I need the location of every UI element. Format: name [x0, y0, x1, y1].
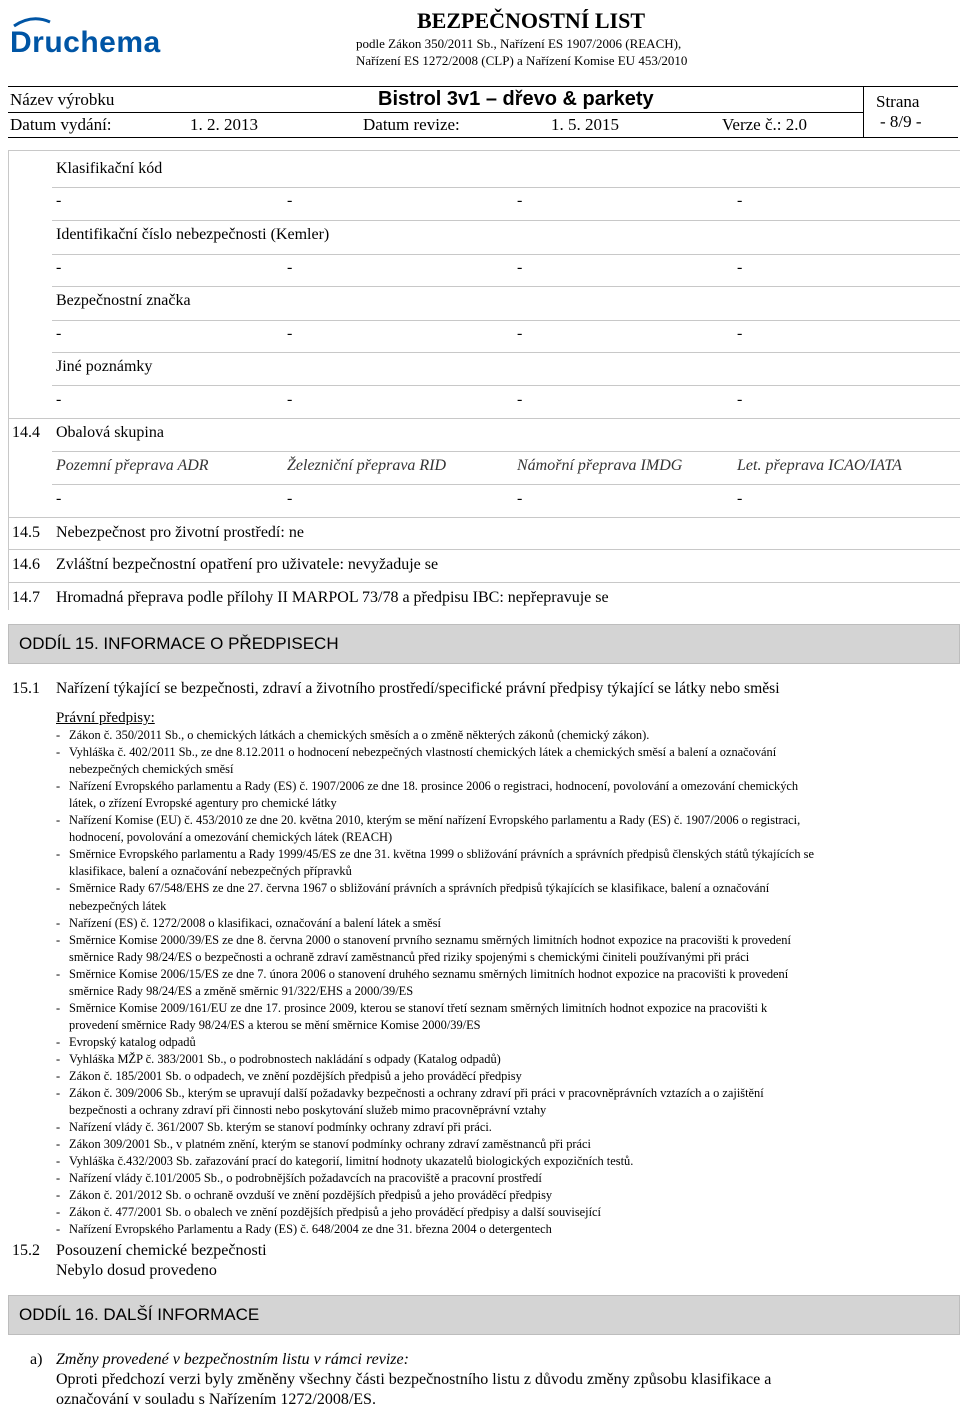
section-14-7-title: Hromadná přeprava podle přílohy II MARPOL 73/78 a předpisu IBC: — [56, 589, 504, 606]
revision-date-label: Datum revize: — [363, 115, 460, 134]
classification-code-label: Klasifikační kód — [56, 160, 163, 177]
list-item: Nařízení vlády č. 361/2007 Sb. kterým se stanoví podmínky ochrany zdraví při práci. — [69, 1120, 492, 1135]
dash: - — [737, 259, 743, 276]
list-item: Nařízení vlády č.101/2005 Sb., o podrobnějších požadavcích na pracoviště a pracovní prostředí — [69, 1171, 542, 1186]
section-14-5-title: Nebezpečnost pro životní prostředí: — [56, 524, 285, 541]
dash: - — [287, 192, 293, 209]
list-item: Směrnice Komise 2009/161/EU ze dne 17. prosince 2009, kterou se stanoví třetí seznam směrných limitních hodnot expozice na pracovišti k — [69, 1000, 768, 1015]
list-item: Zákon č. 350/2011 Sb., o chemických látkách a chemických směsích a o změně některých zákonů (chemický zákon). — [69, 728, 650, 742]
dash: - — [737, 391, 743, 408]
list-item: Zákon č. 185/2001 Sb. o odpadech, ve znění pozdějších předpisů a jeho prováděcí předpisy — [69, 1069, 522, 1083]
column-imdg: Námořní přeprava IMDG — [517, 457, 683, 474]
list-bullet: - — [56, 847, 61, 862]
list-item-continuation: směrnice Rady 98/24/ES o bezpečnosti a ochraně zdraví zaměstnanců před riziky spojenými s chemickými činiteli používanými při práci — [69, 949, 750, 964]
dash: - — [56, 192, 62, 209]
page-label: Strana — [876, 92, 920, 111]
section-14-7-row — [56, 589, 609, 607]
list-item-continuation: bezpečnosti a ochrany zdraví při činnosti nebo poskytování služeb mimo pracovněprávní vztahy — [69, 1103, 547, 1118]
list-item: Zákon č. 477/2001 Sb. o obalech ve znění pozdějších předpisů a jeho prováděcí předpisy a další související — [69, 1205, 601, 1220]
document-subtitle-2: Nařízení ES 1272/2008 (CLP) a Nařízení Komise EU 453/2010 — [356, 53, 688, 68]
dash: - — [287, 391, 293, 408]
list-item: Nařízení Evropského Parlamentu a Rady (ES) č. 648/2004 ze dne 31. března 2004 o detergentech — [69, 1222, 552, 1237]
list-item: Vyhláška MŽP č. 383/2001 Sb., o podrobnostech nakládání s odpady (Katalog odpadů) — [69, 1051, 501, 1066]
section-15-1-title: Nařízení týkající se bezpečnosti, zdraví a životního prostředí/specifické právní předpisy týkající se látky nebo směsi — [56, 680, 780, 697]
section-16-heading: ODDÍL 16. DALŠÍ INFORMACE — [19, 1305, 260, 1324]
page-number: - 8/9 - — [880, 112, 922, 131]
safety-mark-label: Bezpečnostní značka — [56, 292, 191, 309]
list-item: Směrnice Evropského parlamentu a Rady 1999/45/ES ze dne 31. května 1999 o sbližování právních a správních předpisů členských států týkajících se — [69, 847, 814, 862]
section-15-2-value: Nebylo dosud provedeno — [56, 1262, 217, 1279]
list-bullet: - — [56, 745, 61, 760]
item-a-text-2: označování v souladu s Nařízením 1272/2008/ES. — [56, 1391, 376, 1408]
section-14-4-title: Obalová skupina — [56, 424, 164, 441]
section-16-band — [8, 1295, 960, 1335]
dash: - — [287, 490, 293, 507]
dash: - — [517, 391, 523, 408]
list-item-continuation: nebezpečných chemických směsí — [69, 762, 234, 777]
section-15-heading: ODDÍL 15. INFORMACE O PŘEDPISECH — [19, 634, 339, 653]
dash: - — [517, 259, 523, 276]
issue-date-value: 1. 2. 2013 — [190, 115, 258, 134]
list-item-continuation: klasifikace, balení a označování nebezpečných přípravků — [69, 864, 352, 879]
dash: - — [517, 192, 523, 209]
list-bullet: - — [56, 1086, 61, 1101]
section-14-5-row — [56, 524, 304, 542]
table-top-border — [8, 150, 960, 151]
dash: - — [56, 490, 62, 507]
list-bullet: - — [56, 1069, 61, 1083]
list-item: Nařízení Evropského parlamentu a Rady (ES) č. 1907/2006 ze dne 18. prosince 2006 o registraci, hodnocení, povolování a omezování chemických — [69, 779, 799, 794]
section-15-2-title: Posouzení chemické bezpečnosti — [56, 1242, 267, 1259]
issue-date-label: Datum vydání: — [10, 115, 112, 134]
list-bullet: - — [56, 1154, 61, 1169]
column-rid: Železniční přeprava RID — [287, 457, 447, 474]
dash: - — [287, 325, 293, 342]
list-item-continuation: provedení směrnice Rady 98/24/ES a kterou se mění směrnice Komise 2000/39/ES — [69, 1017, 481, 1032]
list-bullet: - — [56, 881, 61, 896]
section-15-1-number: 15.1 — [12, 680, 40, 697]
header-rule-bottom — [8, 137, 958, 138]
list-item: Zákon č. 201/2012 Sb. o ochraně ovzduší ve znění pozdějších předpisů a jeho prováděcí předpisy — [69, 1188, 553, 1203]
list-item: Zákon č. 309/2006 Sb., kterým se upravují další požadavky bezpečnosti a ochrany zdraví při práci v pracovněprávních vztazích a o zajištění — [69, 1086, 764, 1101]
table-left-border — [8, 150, 9, 610]
dash: - — [56, 325, 62, 342]
dash: - — [287, 259, 293, 276]
item-a-title: Změny provedené v bezpečnostním listu v rámci revize: — [56, 1351, 409, 1368]
list-bullet: - — [56, 915, 61, 930]
column-adr: Pozemní přeprava ADR — [56, 457, 209, 474]
document-subtitle-1: podle Zákon 350/2011 Sb., Nařízení ES 1907/2006 (REACH), — [356, 36, 682, 51]
product-label: Název výrobku — [10, 90, 115, 109]
list-bullet: - — [56, 1051, 61, 1066]
section-14-5-number: 14.5 — [12, 524, 40, 541]
column-icao-iata: Let. přeprava ICAO/IATA — [737, 457, 902, 474]
header-rule-mid — [8, 112, 863, 113]
list-bullet: - — [56, 1222, 61, 1237]
list-item: Směrnice Komise 2006/15/ES ze dne 7. února 2006 o stanovení druhého seznamu směrných limitních hodnot expozice na pracovišti k provedení — [69, 966, 789, 981]
document-title: BEZPEČNOSTNÍ LIST — [417, 8, 646, 33]
list-item-continuation: látek, o zřízení Evropské agentury pro chemické látky — [69, 796, 337, 811]
list-item-continuation: nebezpečných látek — [69, 898, 167, 913]
dash: - — [737, 325, 743, 342]
list-item: Evropský katalog odpadů — [69, 1034, 196, 1049]
list-bullet: - — [56, 1205, 61, 1220]
list-bullet: - — [56, 779, 61, 794]
list-bullet: - — [56, 1188, 61, 1203]
section-14-6-number: 14.6 — [12, 556, 40, 573]
list-item: Nařízení Komise (EU) č. 453/2010 ze dne 20. května 2010, kterým se mění nařízení Evropského parlamentu a Rady (ES) č. 1907/2006 o registraci, — [69, 813, 801, 828]
section-15-2-number: 15.2 — [12, 1242, 40, 1259]
section-14-4-number: 14.4 — [12, 424, 40, 441]
dash: - — [737, 192, 743, 209]
list-item-continuation: hodnocení, povolování a omezování chemických látek (REACH) — [69, 830, 393, 845]
item-a-text-1: Oproti předchozí verzi byly změněny všechny části bezpečnostního listu z důvodu změny způsobu klasifikace a — [56, 1371, 772, 1388]
item-a-label: a) — [30, 1351, 43, 1368]
section-14-6-row — [56, 556, 438, 574]
header-divider — [863, 86, 864, 137]
legal-regulations-label: Právní předpisy: — [56, 710, 155, 726]
revision-date-value: 1. 5. 2015 — [551, 115, 619, 134]
list-item: Vyhláška č. 402/2011 Sb., ze dne 8.12.2011 o hodnocení nebezpečných vlastností chemických látek a chemických směsí a balení a označování — [69, 745, 777, 760]
list-item: Směrnice Komise 2000/39/ES ze dne 8. června 2000 o stanovení prvního seznamu směrných limitních hodnot expozice na pracovišti k provedení — [69, 932, 791, 947]
version-label: Verze č.: 2.0 — [722, 115, 807, 134]
druchema-logo: Druchema — [10, 26, 161, 59]
section-15-band — [8, 624, 960, 664]
product-name: Bistrol 3v1 – dřevo & parkety — [378, 88, 654, 110]
list-bullet: - — [56, 813, 61, 828]
section-14-7-number: 14.7 — [12, 589, 40, 606]
list-bullet: - — [56, 1120, 61, 1135]
section-14-6-value: nevyžaduje se — [347, 556, 439, 573]
dash: - — [56, 391, 62, 408]
list-item: Směrnice Rady 67/548/EHS ze dne 27. června 1967 o sbližování právních a správních předpisů týkajících se klasifikace, balení a označování — [69, 881, 770, 896]
list-item-continuation: směrnice Rady 98/24/ES a změně směrnic 91/322/EHS a 2000/39/ES — [69, 983, 414, 998]
list-bullet: - — [56, 966, 61, 981]
list-bullet: - — [56, 1171, 61, 1186]
dash: - — [737, 490, 743, 507]
list-item: Zákon 309/2001 Sb., v platném znění, kterým se stanoví podmínky ochrany zdraví zaměstnanců při práci — [69, 1137, 591, 1152]
list-item: Nařízení (ES) č. 1272/2008 o klasifikaci, označování a balení látek a směsí — [69, 915, 441, 930]
dash: - — [56, 259, 62, 276]
dash: - — [517, 325, 523, 342]
other-notes-label: Jiné poznámky — [56, 358, 153, 375]
list-bullet: - — [56, 1034, 61, 1049]
section-14-6-title: Zvláštní bezpečnostní opatření pro uživatele: — [56, 556, 344, 573]
list-bullet: - — [56, 932, 61, 947]
list-item: Vyhláška č.432/2003 Sb. zařazování prací do kategorií, limitní hodnoty ukazatelů biologických expozičních testů. — [69, 1154, 634, 1169]
list-bullet: - — [56, 1000, 61, 1015]
list-bullet: - — [56, 1137, 61, 1152]
section-14-7-value: nepřepravuje se — [507, 589, 609, 606]
kemler-label: Identifikační číslo nebezpečnosti (Kemler) — [56, 226, 330, 243]
section-14-5-value: ne — [288, 524, 304, 541]
dash: - — [517, 490, 523, 507]
header-rule-top — [8, 86, 958, 87]
list-bullet: - — [56, 728, 61, 742]
